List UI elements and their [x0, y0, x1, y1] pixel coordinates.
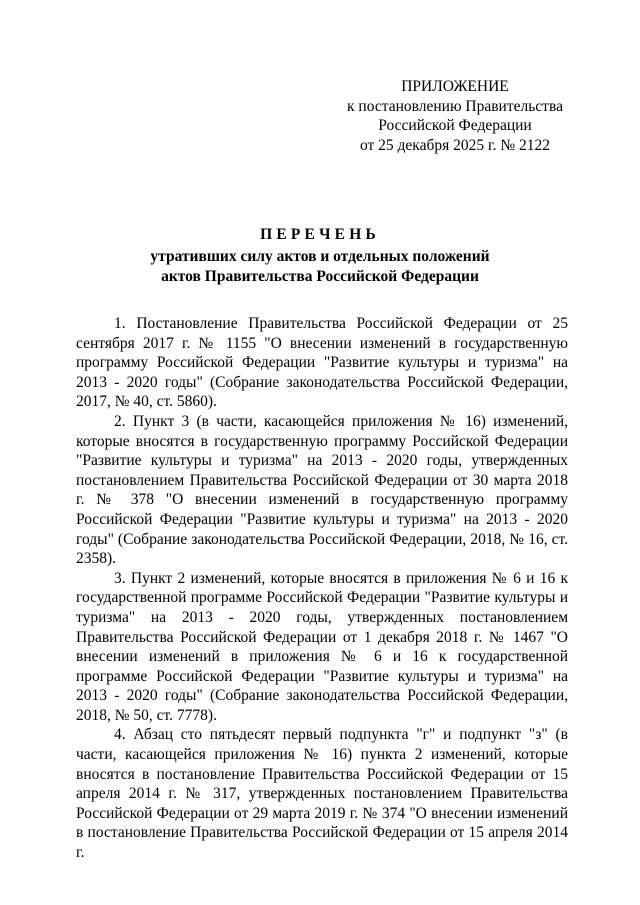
list-item-4: 4. Абзац сто пятьдесят первый подпункта "г" и подпункт "з" (в части, касающейся приложения № 16) пункта 2 изменений, которые вносятся в постановление Правительства Российской Федерации от 15 апреля 2014 г. № 317, утвержденных постановлением Правительства Российской Федерации от 29 марта 2019 г. № 374 "О внесении изменений в постановление Правительства Российской Федерации от 15 апреля 2014 г.	[76, 726, 568, 862]
document-subtitle	[0, 247, 640, 286]
subtitle-line-2: актов Правительства Российской Федерации	[161, 267, 479, 285]
list-item-2: 2. Пункт 3 (в части, касающейся приложения № 16) изменений, которые вносятся в государственную программу Российской Федерации "Развитие культуры и туризма" на 2013 - 2020 годы, утвержденных постановлением Правительства Российской Федерации от 30 марта 2018 г. № 378 "О внесении изменений в государственную программу Российской Федерации "Развитие культуры и туризма" на 2013 - 2020 годы" (Собрание законодательства Российской Федерации, 2018, № 16, ст. 2358).	[76, 412, 568, 568]
document-title: ПЕРЕЧЕНЬ	[260, 226, 380, 243]
appendix-date-number-line: от 25 декабря 2025 г. № 2122	[359, 136, 551, 154]
subtitle-line-1: утративших силу актов и отдельных положений	[150, 248, 490, 265]
appendix-authority-line: Российской Федерации	[378, 117, 532, 134]
list-item-1: 1. Постановление Правительства Российской Федерации от 25 сентября 2017 г. № 1155 "О внесении изменений в государственную программу Российской Федерации "Развитие культуры и туризма" на 2013 - 2020 годы" (Собрание законодательства Российской Федерации, 2017, № 40, ст. 5860).	[76, 315, 568, 411]
appendix-reference-line: к постановлению Правительства	[347, 97, 563, 115]
appendix-heading: ПРИЛОЖЕНИЕ	[401, 78, 509, 95]
list-item-3: 3. Пункт 2 изменений, которые вносятся в приложения № 6 и 16 к государственной программе Российской Федерации "Развитие культуры и туризма" на 2013 - 2020 годы, утвержденных постановлением Правительства Российской Федерации от 1 декабря 2018 г. № 1467 "О внесении изменений в приложения № 6 и 16 к государственной программе Российской Федерации "Развитие культуры и туризма" на 2013 - 2020 годы" (Собрание законодательства Российской Федерации, 2018, № 50, ст. 7778).	[76, 569, 568, 724]
appendix-block	[340, 77, 570, 155]
document-body	[76, 314, 568, 863]
